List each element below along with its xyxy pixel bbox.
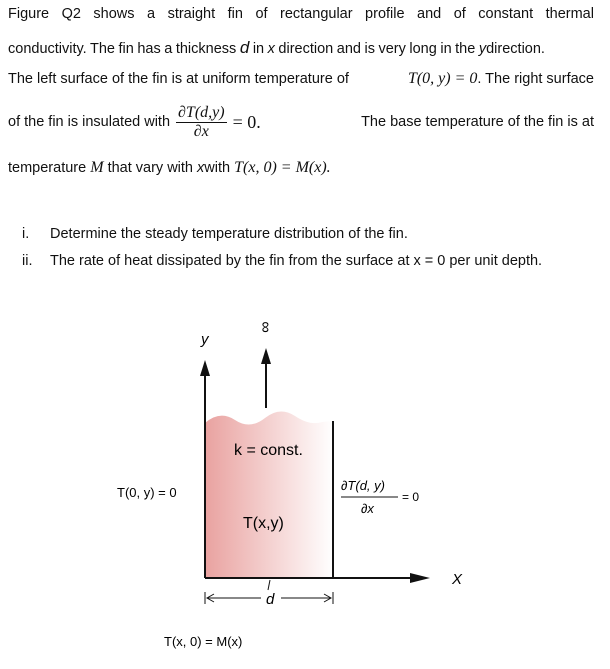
temperature-field-label: T(x,y) xyxy=(243,515,284,532)
problem-line-5: temperature M that vary with xwith T(x, 0) = M(x). xyxy=(8,159,331,176)
problem-line-1-word: thermal xyxy=(545,6,594,22)
left-bc-label: T(0, y) = 0 xyxy=(117,485,177,500)
problem-line-4: of the fin is insulated with $\frac{\partial T(d,y)}{\partial x}$ = 0. The base temperature of the fin is at xyxy=(8,103,594,140)
base-pointer-line xyxy=(268,580,270,590)
right-bc-numerator: ∂T(d, y) xyxy=(341,478,385,493)
problem-line-1-word: Figure xyxy=(8,6,50,22)
k-const-label: k = const. xyxy=(234,442,303,459)
question-i: i. Determine the steady temperature distribution of the fin. xyxy=(22,226,408,242)
problem-line-2: conductivity. The fin has a thickness d in x direction and is very long in the ydirection. xyxy=(8,38,545,57)
y-axis-label: y xyxy=(201,331,209,348)
problem-line-1-word: fin xyxy=(227,6,243,22)
right-bc-denominator: ∂x xyxy=(361,501,374,516)
problem-line-3: The left surface of the fin is at uniform temperature of T(0, y) = 0. The right surface xyxy=(8,70,594,87)
problem-line-1-word: of xyxy=(255,6,268,22)
problem-line-1-word: and xyxy=(417,6,442,22)
problem-line-1-word: constant xyxy=(478,6,534,22)
problem-line-1-word: straight xyxy=(167,6,216,22)
x-axis-arrowhead xyxy=(410,573,430,583)
thickness-label: d xyxy=(266,591,275,608)
bottom-bc-label: T(x, 0) = M(x) xyxy=(164,634,243,649)
problem-line-1-word: profile xyxy=(365,6,405,22)
problem-line-1-word: of xyxy=(453,6,466,22)
fin-body xyxy=(205,411,333,578)
x-axis-label: X xyxy=(452,571,463,588)
infinity-symbol: ∞ xyxy=(257,321,274,333)
problem-line-1-word: rectangular xyxy=(280,6,353,22)
y-axis-arrowhead xyxy=(200,360,210,376)
right-bc-equals: = 0 xyxy=(402,490,420,504)
question-ii: ii. The rate of heat dissipated by the fin from the surface at x = 0 per unit depth. xyxy=(22,253,543,269)
problem-line-1-word: shows xyxy=(93,6,135,22)
problem-line-1-word: Q2 xyxy=(61,6,81,22)
infinity-arrowhead xyxy=(261,348,271,364)
problem-line-1-word: a xyxy=(147,6,156,22)
insulated-bc-fraction: $\frac{\partial T(d,y)}{\partial x}$ xyxy=(178,103,225,140)
